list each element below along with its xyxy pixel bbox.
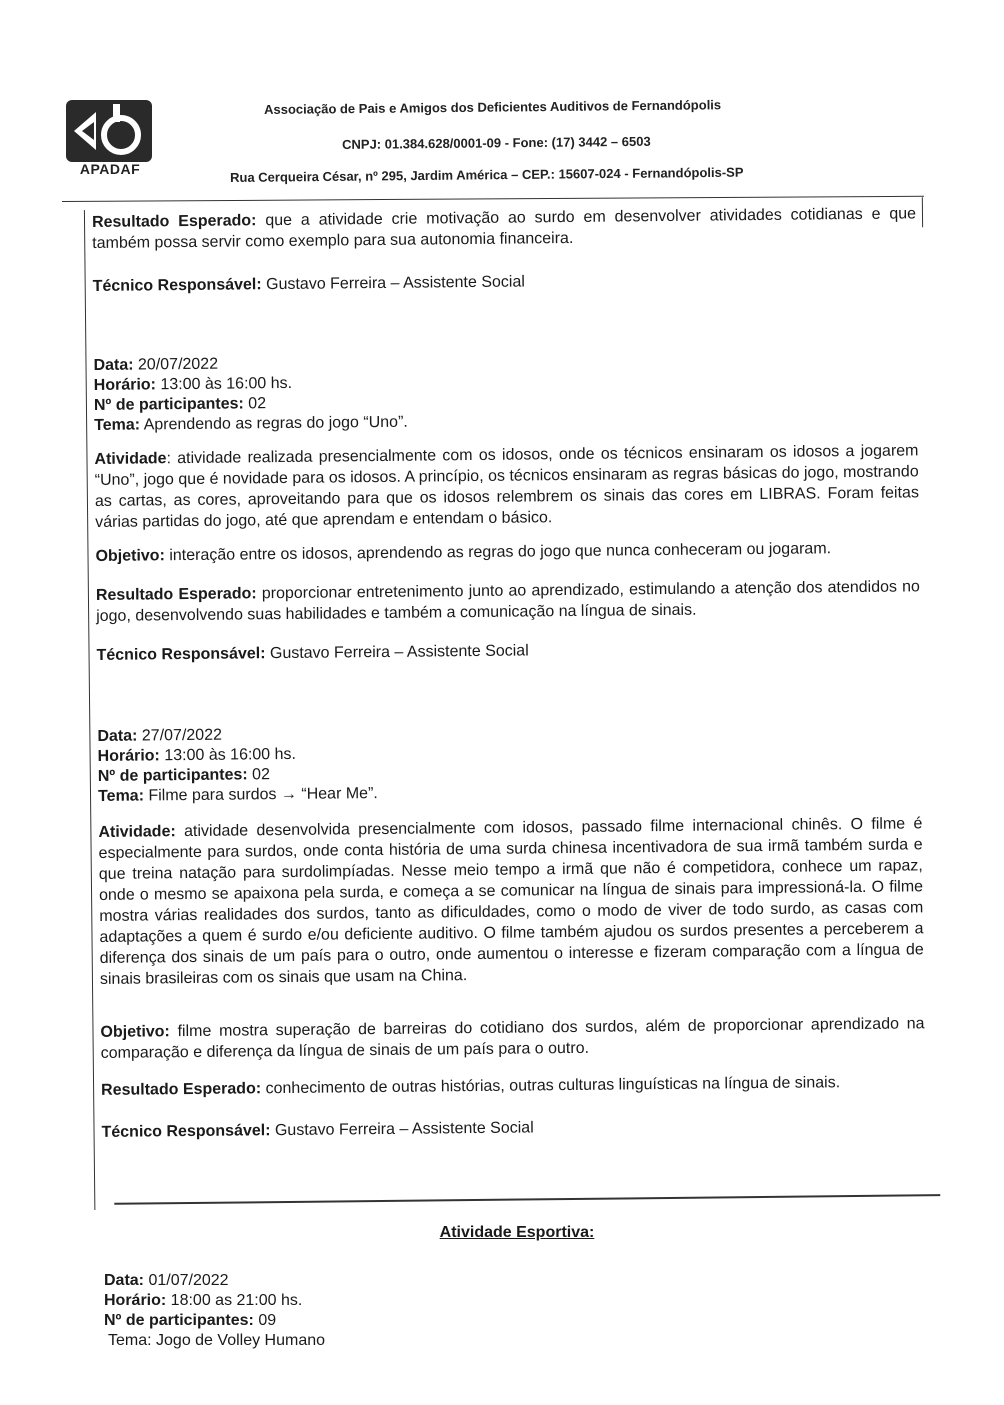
field-value: Gustavo Ferreira – Assistente Social: [261, 273, 525, 294]
field-label: Resultado Esperado:: [101, 1080, 262, 1099]
field-label: Horário:: [93, 376, 157, 394]
field-label: Data:: [97, 727, 138, 745]
data-line: [104, 1270, 229, 1291]
section-title: Atividade Esportiva:: [439, 1224, 595, 1241]
field-value: 02: [247, 766, 271, 784]
field-label: Nº de participantes:: [104, 1312, 254, 1329]
atividade-paragraph: [94, 440, 919, 533]
horario-line: [104, 1290, 302, 1311]
field-label: Atividade:: [98, 823, 176, 841]
tecnico-responsavel-line: [101, 1117, 533, 1143]
field-label: Objetivo:: [95, 547, 165, 565]
field-value: 27/07/2022: [137, 726, 223, 745]
field-label: Técnico Responsável:: [96, 645, 266, 664]
field-label: Horário:: [97, 747, 160, 765]
tema-line: [98, 783, 378, 807]
field-label: Técnico Responsável:: [92, 276, 262, 295]
tecnico-responsavel-line: [93, 271, 525, 297]
data-line: [93, 354, 218, 376]
frame-right-border: [922, 197, 923, 227]
logo-text: APADAF: [79, 161, 141, 177]
tema-line-cropped: Tema: Jogo de Volley Humano: [108, 1332, 326, 1349]
field-value: filme mostra superação de barreiras do cotidiano dos surdos, além de proporcionar aprendizado na comparação e diferença da língua de sinais de um país para o outro.: [100, 1015, 925, 1062]
field-value: : atividade realizada presencialmente com os idosos, onde os técnicos ensinaram os idosos a jogarem “Uno”, jogo que é novidade para os idosos. A princípio, os técnicos ensinaram as regras básicas do jogo, mostrando as cartas, as cores, aproveitando para que os idosos relembrem os sinais das cores em LIBRAS. Foram feitas várias partidas do jogo, até que aprendam e entendam o básico.: [94, 442, 919, 531]
cnpj-phone: CNPJ: 01.384.628/0001-09 - Fone: (17) 3442 – 6503: [342, 133, 651, 152]
organization-name: Associação de Pais e Amigos dos Deficientes Auditivos de Fernandópolis: [264, 97, 722, 117]
field-label: Objetivo:: [100, 1023, 170, 1041]
tema-line: [94, 412, 408, 436]
atividade-paragraph: [98, 813, 924, 990]
field-value: 13:00 às 16:00 hs.: [159, 745, 297, 765]
resultado-esperado-paragraph: [96, 576, 920, 627]
field-label: Tema:: [97, 787, 145, 805]
field-value: atividade desenvolvida presencialmente com idosos, passado filme internacional chinês. O filme é especialmente para surdos, onde conta história de uma surda chinesa incentivadora de sua irmã também surda e que treina natação para surdolimpíadas. Nesse meio tempo a irmã que não é competidora, conhece um rapaz, onde o mesmo se apaixona pela surda, e começa a se comunicar na língua de sinais para impressioná-la. O filme mostra várias realidades dos surdos, tanto as dificuldades, como o modo de viver de todo surdo, as casas com adaptações a quem é surdo e/ou deficiente auditivo. O filme também ajudou os surdos presentes a perceberem a diferença dos sinais de um país para o outro, onde aumentou o interesse e fizeram comparação com a língua de sinais brasileiras com os sinais que usam na China.: [98, 815, 924, 988]
field-label: Horário:: [104, 1292, 167, 1309]
field-value: Filme para surdos → “Hear Me”.: [143, 785, 378, 805]
objetivo-paragraph: [95, 537, 919, 567]
field-value: Gustavo Ferreira – Assistente Social: [265, 642, 529, 663]
field-value: 20/07/2022: [133, 355, 219, 374]
field-value: 13:00 às 16:00 hs.: [155, 374, 293, 394]
field-label: Data:: [93, 356, 134, 374]
field-value: proporcionar entretenimento junto ao aprendizado, estimulando a atenção dos atendidos no jogo, desenvolvendo suas habilidades e também a comunicação na língua de sinais.: [96, 578, 920, 625]
field-label: Nº de participantes:: [93, 395, 244, 414]
field-value: que a atividade crie motivação ao surdo em desenvolver atividades cotidianas e que também possa servir como exemplo para sua autonomia financeira.: [92, 205, 917, 252]
field-label: Resultado Esperado:: [95, 585, 257, 604]
field-value: Gustavo Ferreira – Assistente Social: [270, 1119, 534, 1140]
resultado-esperado-paragraph: [101, 1071, 925, 1101]
field-label: Atividade: [94, 450, 167, 468]
field-value: interação entre os idosos, aprendendo as regras do jogo que nunca conheceram ou jogaram.: [164, 540, 832, 565]
field-value: 18:00 as 21:00 hs.: [166, 1292, 303, 1309]
tecnico-responsavel-line: [96, 640, 528, 666]
field-value: 01/07/2022: [144, 1272, 229, 1289]
field-label: Nº de participantes:: [97, 766, 248, 785]
participantes-line: [104, 1310, 276, 1331]
field-label: Data:: [104, 1272, 145, 1289]
objetivo-paragraph: [100, 1013, 924, 1064]
field-value: conhecimento de outras histórias, outras culturas linguísticas na língua de sinais.: [261, 1074, 841, 1098]
section-divider: [114, 1194, 940, 1205]
address: Rua Cerqueira César, nº 295, Jardim América – CEP.: 15607-024 - Fernandópolis-SP: [230, 164, 744, 185]
resultado-esperado-paragraph: [92, 203, 916, 254]
field-value: Aprendendo as regras do jogo “Uno”.: [139, 413, 408, 434]
field-label: Resultado Esperado:: [91, 212, 257, 231]
field-label: Tema:: [94, 416, 141, 434]
data-line: [97, 725, 222, 747]
field-value: 02: [243, 395, 267, 413]
field-label: Técnico Responsável:: [101, 1122, 271, 1141]
field-value: 09: [253, 1312, 277, 1329]
